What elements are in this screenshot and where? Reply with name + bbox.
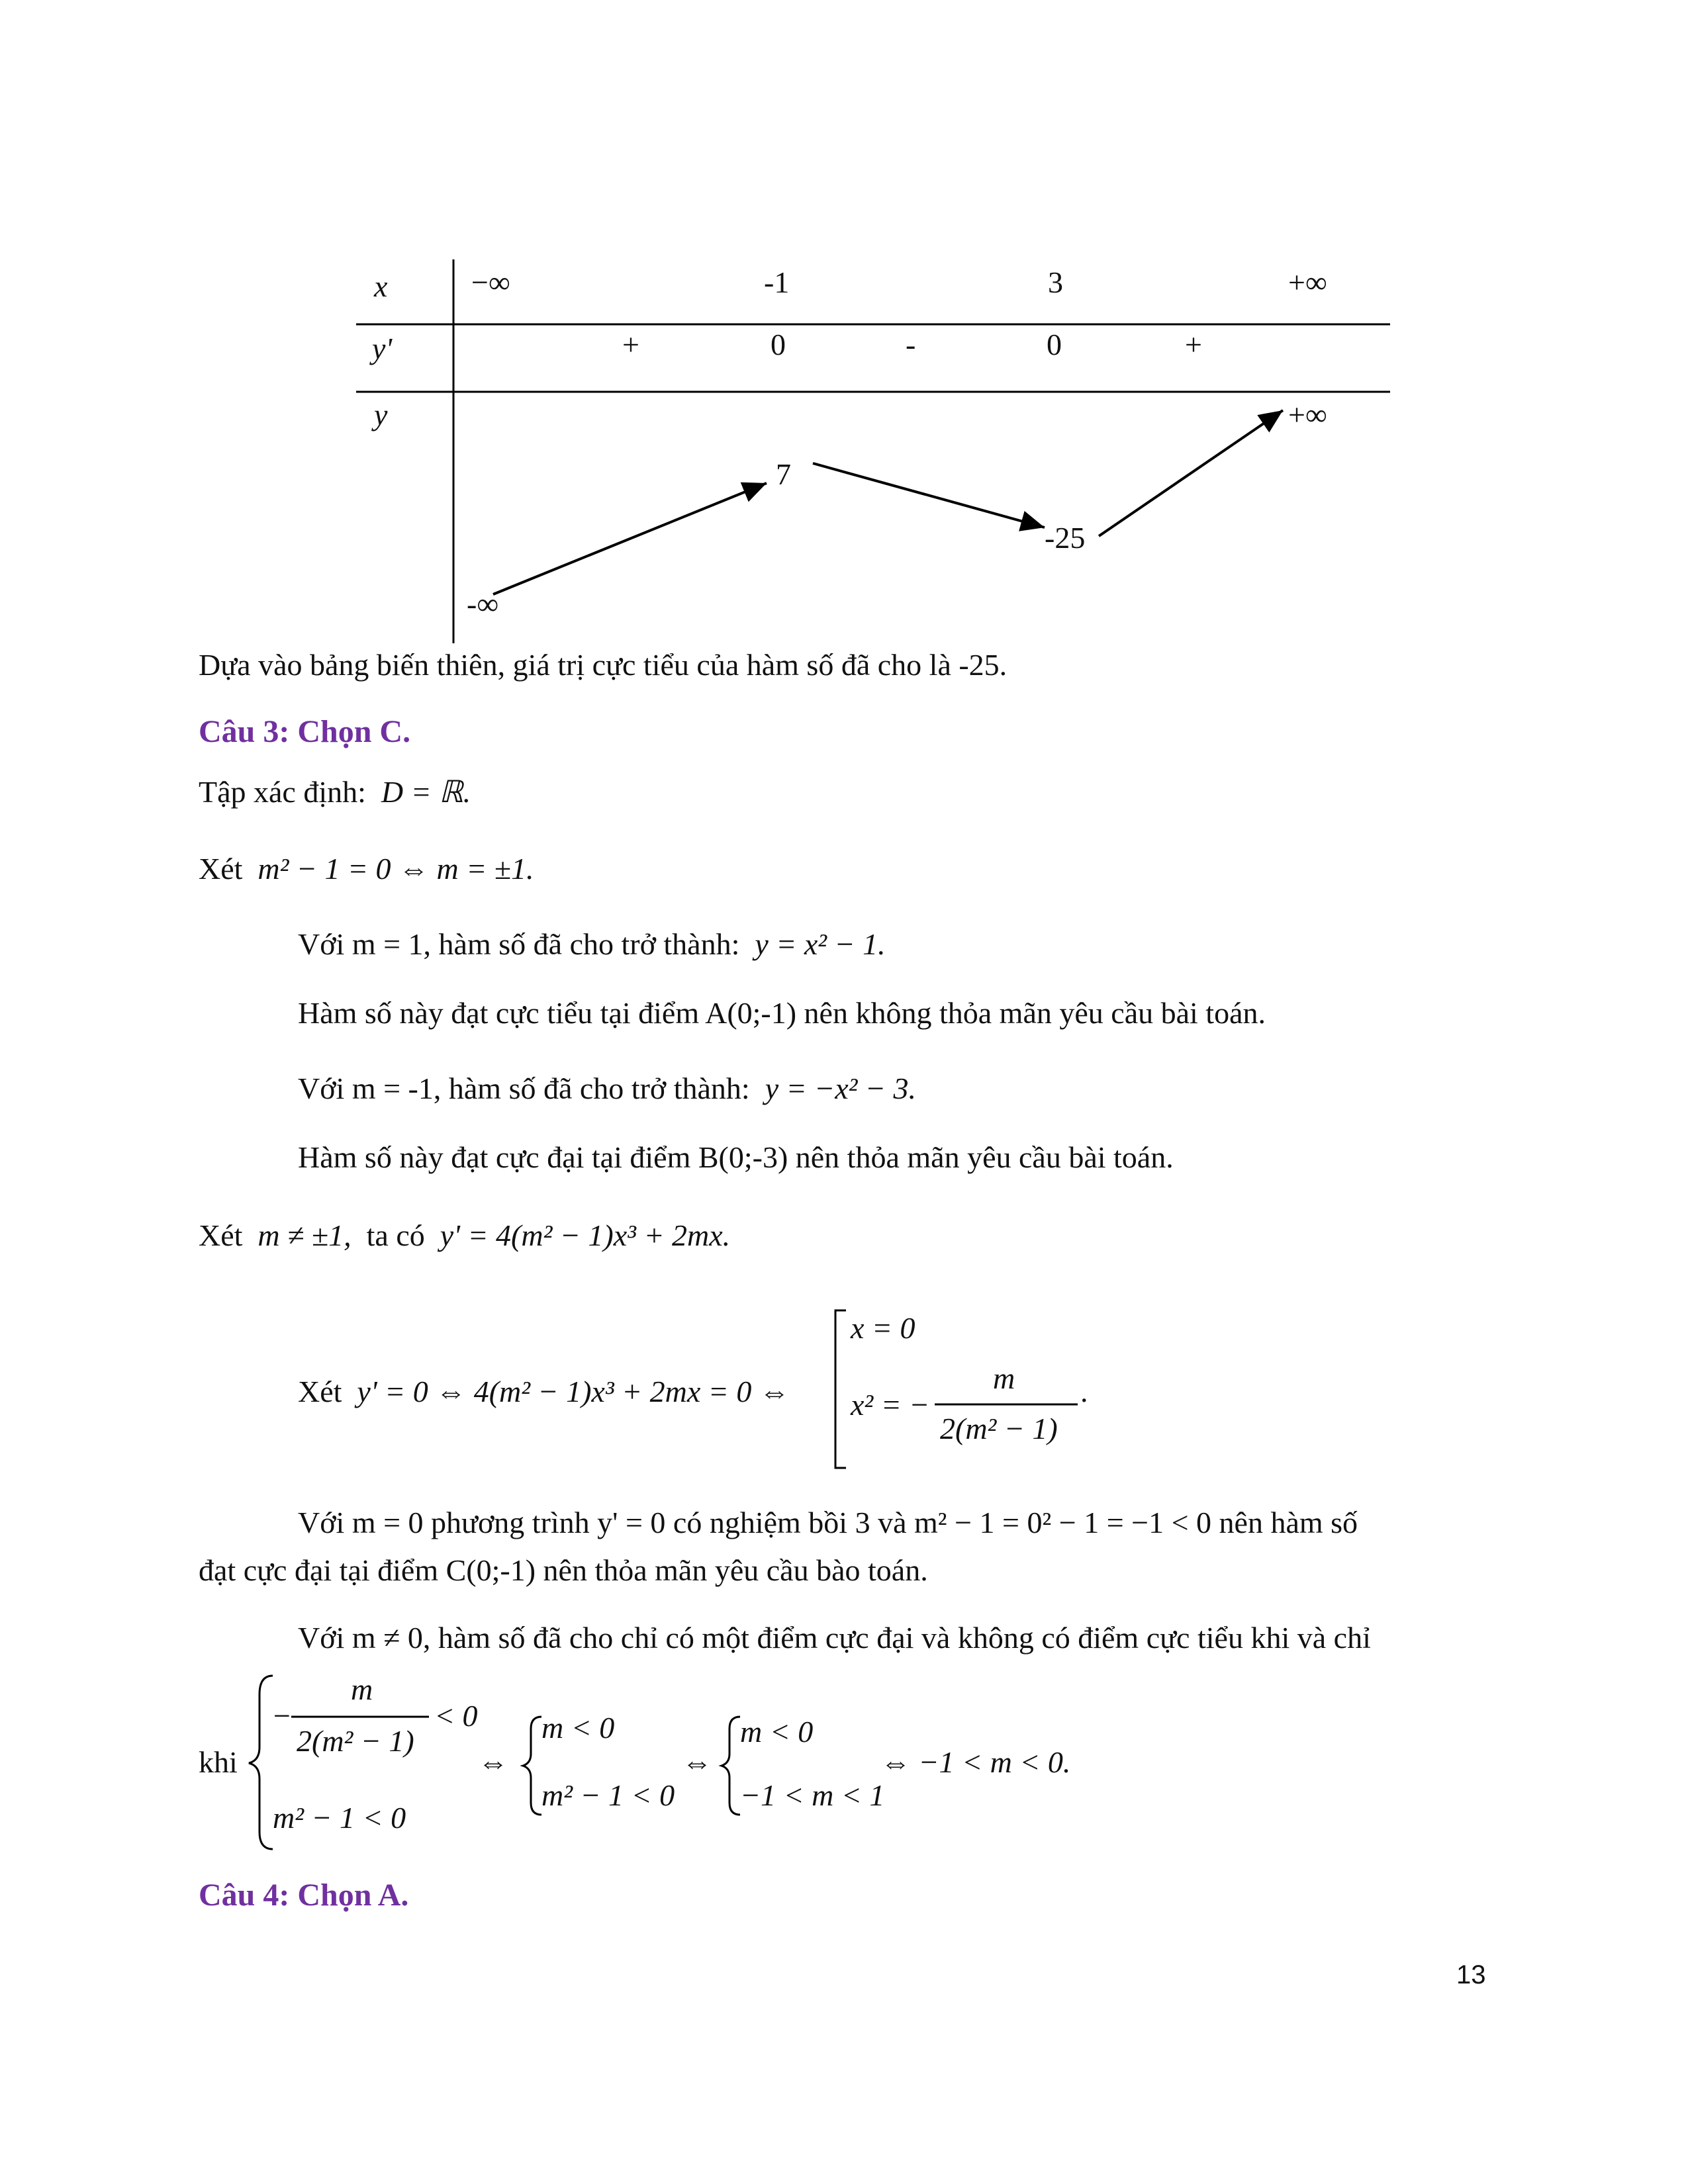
yprime-zero-2: 0 [1047,328,1062,361]
yprime-sign-3: + [1185,328,1202,361]
system-brace-2 [523,1717,541,1815]
system-brace-1 [249,1676,273,1849]
row-label-y: y [374,398,388,432]
x-value-neg1: -1 [764,265,790,299]
sys1-minus: − [271,1699,293,1733]
q4-heading: Câu 4: Chọn A. [199,1878,409,1913]
yprime-zero-1: 0 [771,328,786,361]
m0-line-2: đạt cực đại tại điểm C(0;-1) nên thỏa mãn yêu cầu bào toán. [199,1553,928,1587]
domain-line: Tập xác định: D = ℝ. [199,775,471,809]
x-pos-infinity: +∞ [1288,265,1327,299]
table-conclusion: Dựa vào bảng biến thiên, giá trị cực tiểu của hàm số đã cho là -25. [199,648,1008,682]
system-brace-3 [722,1717,740,1815]
sys2-row-1: m < 0 [541,1711,615,1745]
mneg1-conclusion: Hàm số này đạt cực đại tại điểm B(0;-3) nên thỏa mãn yêu cầu bài toán. [298,1140,1174,1174]
m0-line-1: Với m = 0 phương trình y' = 0 có nghiệm bồi 3 và m² − 1 = 0² − 1 = −1 < 0 nên hàm số [298,1506,1358,1539]
yprime-sign-2: - [906,328,916,361]
q3-heading: Câu 3: Chọn C. [199,714,411,749]
sys1-numerator: m [351,1672,373,1706]
row-label-x: x [374,269,388,303]
root-2-denominator: 2(m² − 1) [940,1412,1058,1445]
root-2-period: . [1080,1375,1088,1408]
khi-label: khi [199,1745,238,1779]
sys3-row-1: m < 0 [740,1715,814,1749]
roots-bracket [835,1310,846,1468]
root-1: x = 0 [851,1311,915,1345]
final-result: ⇔ −1 < m < 0. [880,1745,1071,1779]
sys3-row-2: −1 < m < 1 [740,1778,885,1812]
case-m-not-pm1: Xét m ≠ ±1, ta có y' = 4(m² − 1)x³ + 2mx. [199,1218,731,1252]
root-2-numerator: m [993,1361,1015,1395]
page-number: 13 [1456,1960,1486,1989]
arrow-up-to-max [493,483,767,594]
arrow-down-to-min [813,463,1045,527]
y-pos-infinity: +∞ [1288,398,1327,432]
y-max-value: 7 [776,457,791,491]
row-label-yprime: y' [372,332,393,365]
x-neg-infinity: −∞ [471,265,510,299]
sys1-lt-zero: < 0 [434,1699,478,1733]
m1-case: Với m = 1, hàm số đã cho trở thành: y = x² − 1. [298,927,886,961]
sys2-row-2: m² − 1 < 0 [541,1778,675,1812]
x-value-3: 3 [1048,265,1063,299]
equiv-2: ⇔ [682,1745,712,1779]
arrow-up-to-infinity [1099,410,1283,536]
root-2-lhs: x² = − [851,1388,930,1422]
y-min-value: -25 [1045,521,1086,555]
case-m-pm1: Xét m² − 1 = 0 ⇔ m = ±1. [199,852,534,886]
equiv-1: ⇔ [478,1745,508,1779]
y-neg-infinity: -∞ [467,587,499,621]
sys1-row-2: m² − 1 < 0 [273,1801,406,1835]
yprime-sign-1: + [622,328,639,361]
sys1-denominator: 2(m² − 1) [297,1724,414,1758]
m-nonzero-line: Với m ≠ 0, hàm số đã cho chỉ có một điểm cực đại và không có điểm cực tiểu khi và chỉ [298,1621,1371,1655]
derivative-equation: Xét y' = 0 ⇔ 4(m² − 1)x³ + 2mx = 0 ⇔ [298,1375,790,1408]
m1-conclusion: Hàm số này đạt cực tiểu tại điểm A(0;-1) nên không thỏa mãn yêu cầu bài toán. [298,996,1266,1030]
mneg1-case: Với m = -1, hàm số đã cho trở thành: y = −x² − 3. [298,1071,916,1105]
